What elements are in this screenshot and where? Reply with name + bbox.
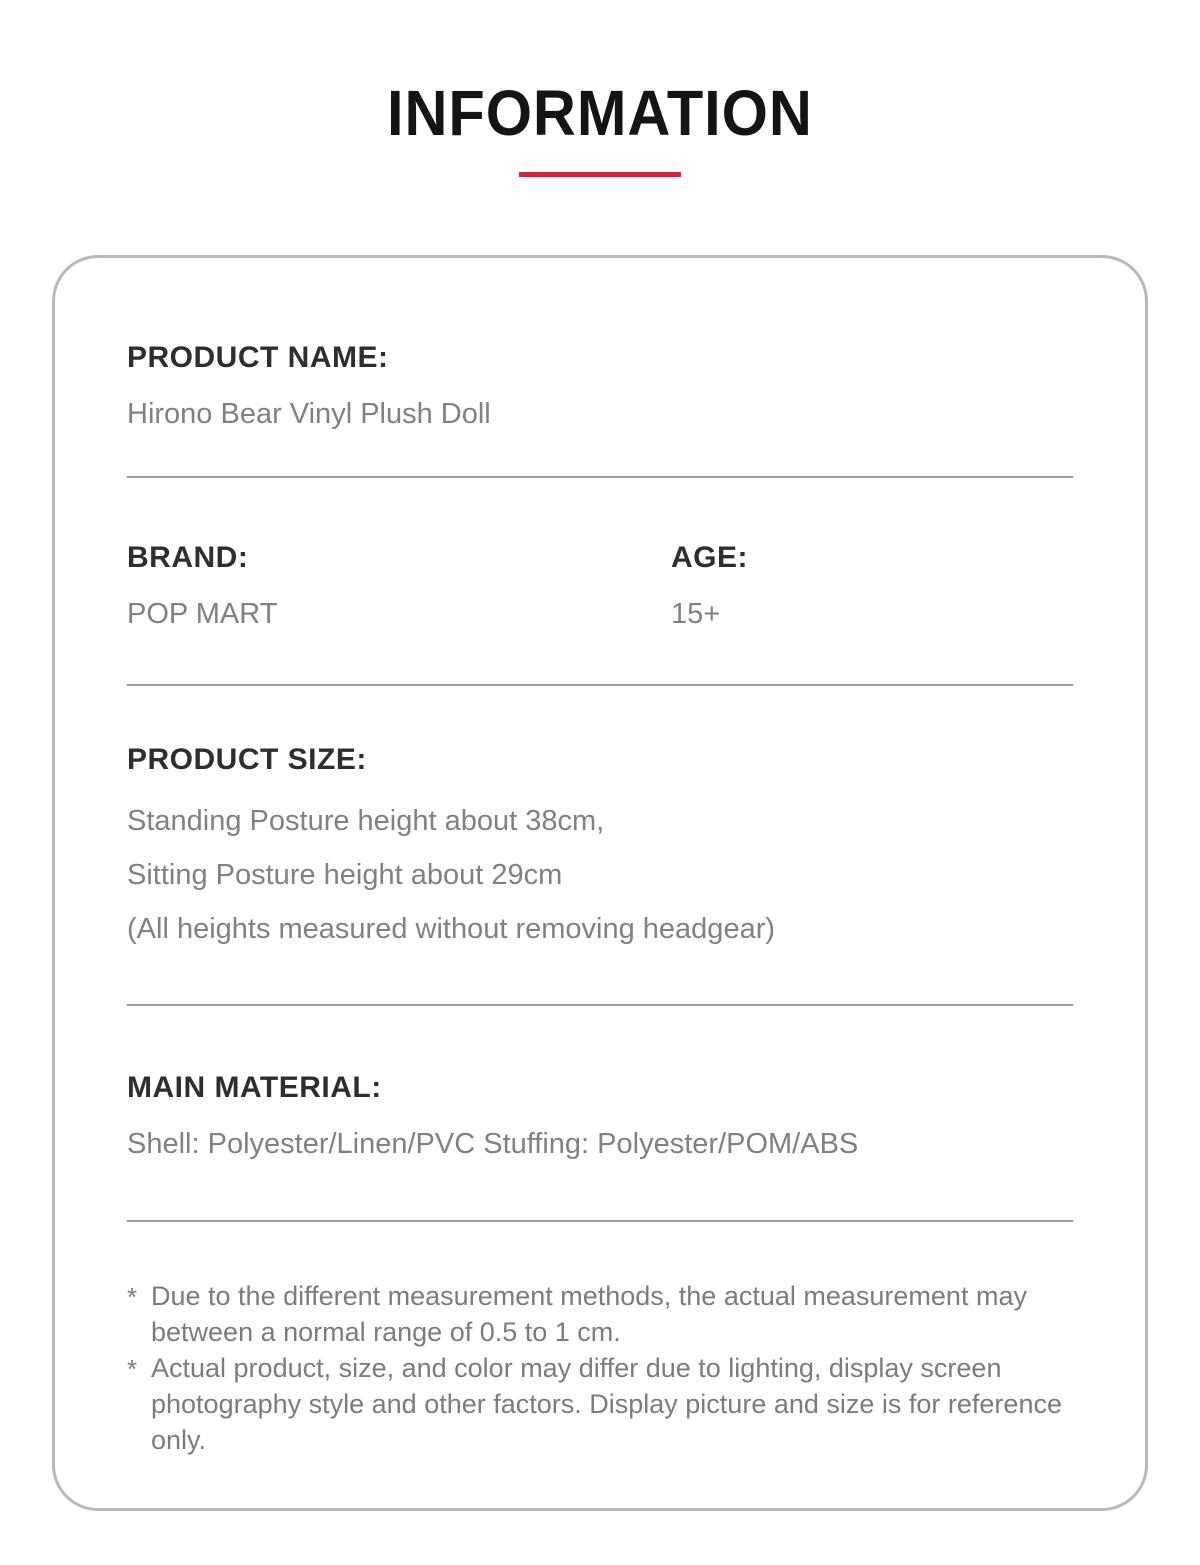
size-line-sitting: Sitting Posture height about 29cm xyxy=(127,859,563,892)
note-measurement xyxy=(127,1278,1073,1350)
note-text: Due to the different measurement methods, the actual measurement may between a normal range of 0.5 to 1 cm. xyxy=(151,1281,1027,1348)
size-line-note: (All heights measured without removing headgear) xyxy=(127,913,776,946)
main-material-value: Shell: Polyester/Linen/PVC Stuffing: Polyester/POM/ABS xyxy=(127,1128,859,1161)
product-size-values xyxy=(127,794,1073,956)
product-name-value: Hirono Bear Vinyl Plush Doll xyxy=(127,398,491,431)
size-line-standing: Standing Posture height about 38cm, xyxy=(127,805,605,838)
asterisk-marker: * xyxy=(127,1354,138,1385)
section-brand-age xyxy=(127,540,1073,632)
note-display-difference xyxy=(127,1350,1073,1458)
divider xyxy=(127,1220,1073,1222)
divider xyxy=(127,684,1073,686)
title-underline-accent xyxy=(519,172,681,177)
age-column xyxy=(671,540,1073,632)
main-material-label: MAIN MATERIAL: xyxy=(127,1071,382,1105)
age-label: AGE: xyxy=(671,541,748,575)
product-size-label: PRODUCT SIZE: xyxy=(127,743,367,777)
disclaimer-notes xyxy=(127,1278,1073,1458)
brand-label: BRAND: xyxy=(127,541,249,575)
section-product-name xyxy=(127,340,1073,432)
brand-value: POP MART xyxy=(127,598,278,631)
info-card xyxy=(52,255,1148,1511)
page-title: INFORMATION xyxy=(387,77,813,149)
age-value: 15+ xyxy=(671,598,721,631)
section-product-size xyxy=(127,742,1073,956)
divider xyxy=(127,1004,1073,1006)
section-main-material xyxy=(127,1070,1073,1162)
product-name-label: PRODUCT NAME: xyxy=(127,341,389,375)
note-text: Actual product, size, and color may differ due to lighting, display screen photography style and other factors. Display picture and size is for reference only. xyxy=(151,1353,1062,1456)
divider xyxy=(127,476,1073,478)
brand-column xyxy=(127,540,671,632)
asterisk-marker: * xyxy=(127,1282,138,1313)
page-header xyxy=(0,78,1200,177)
